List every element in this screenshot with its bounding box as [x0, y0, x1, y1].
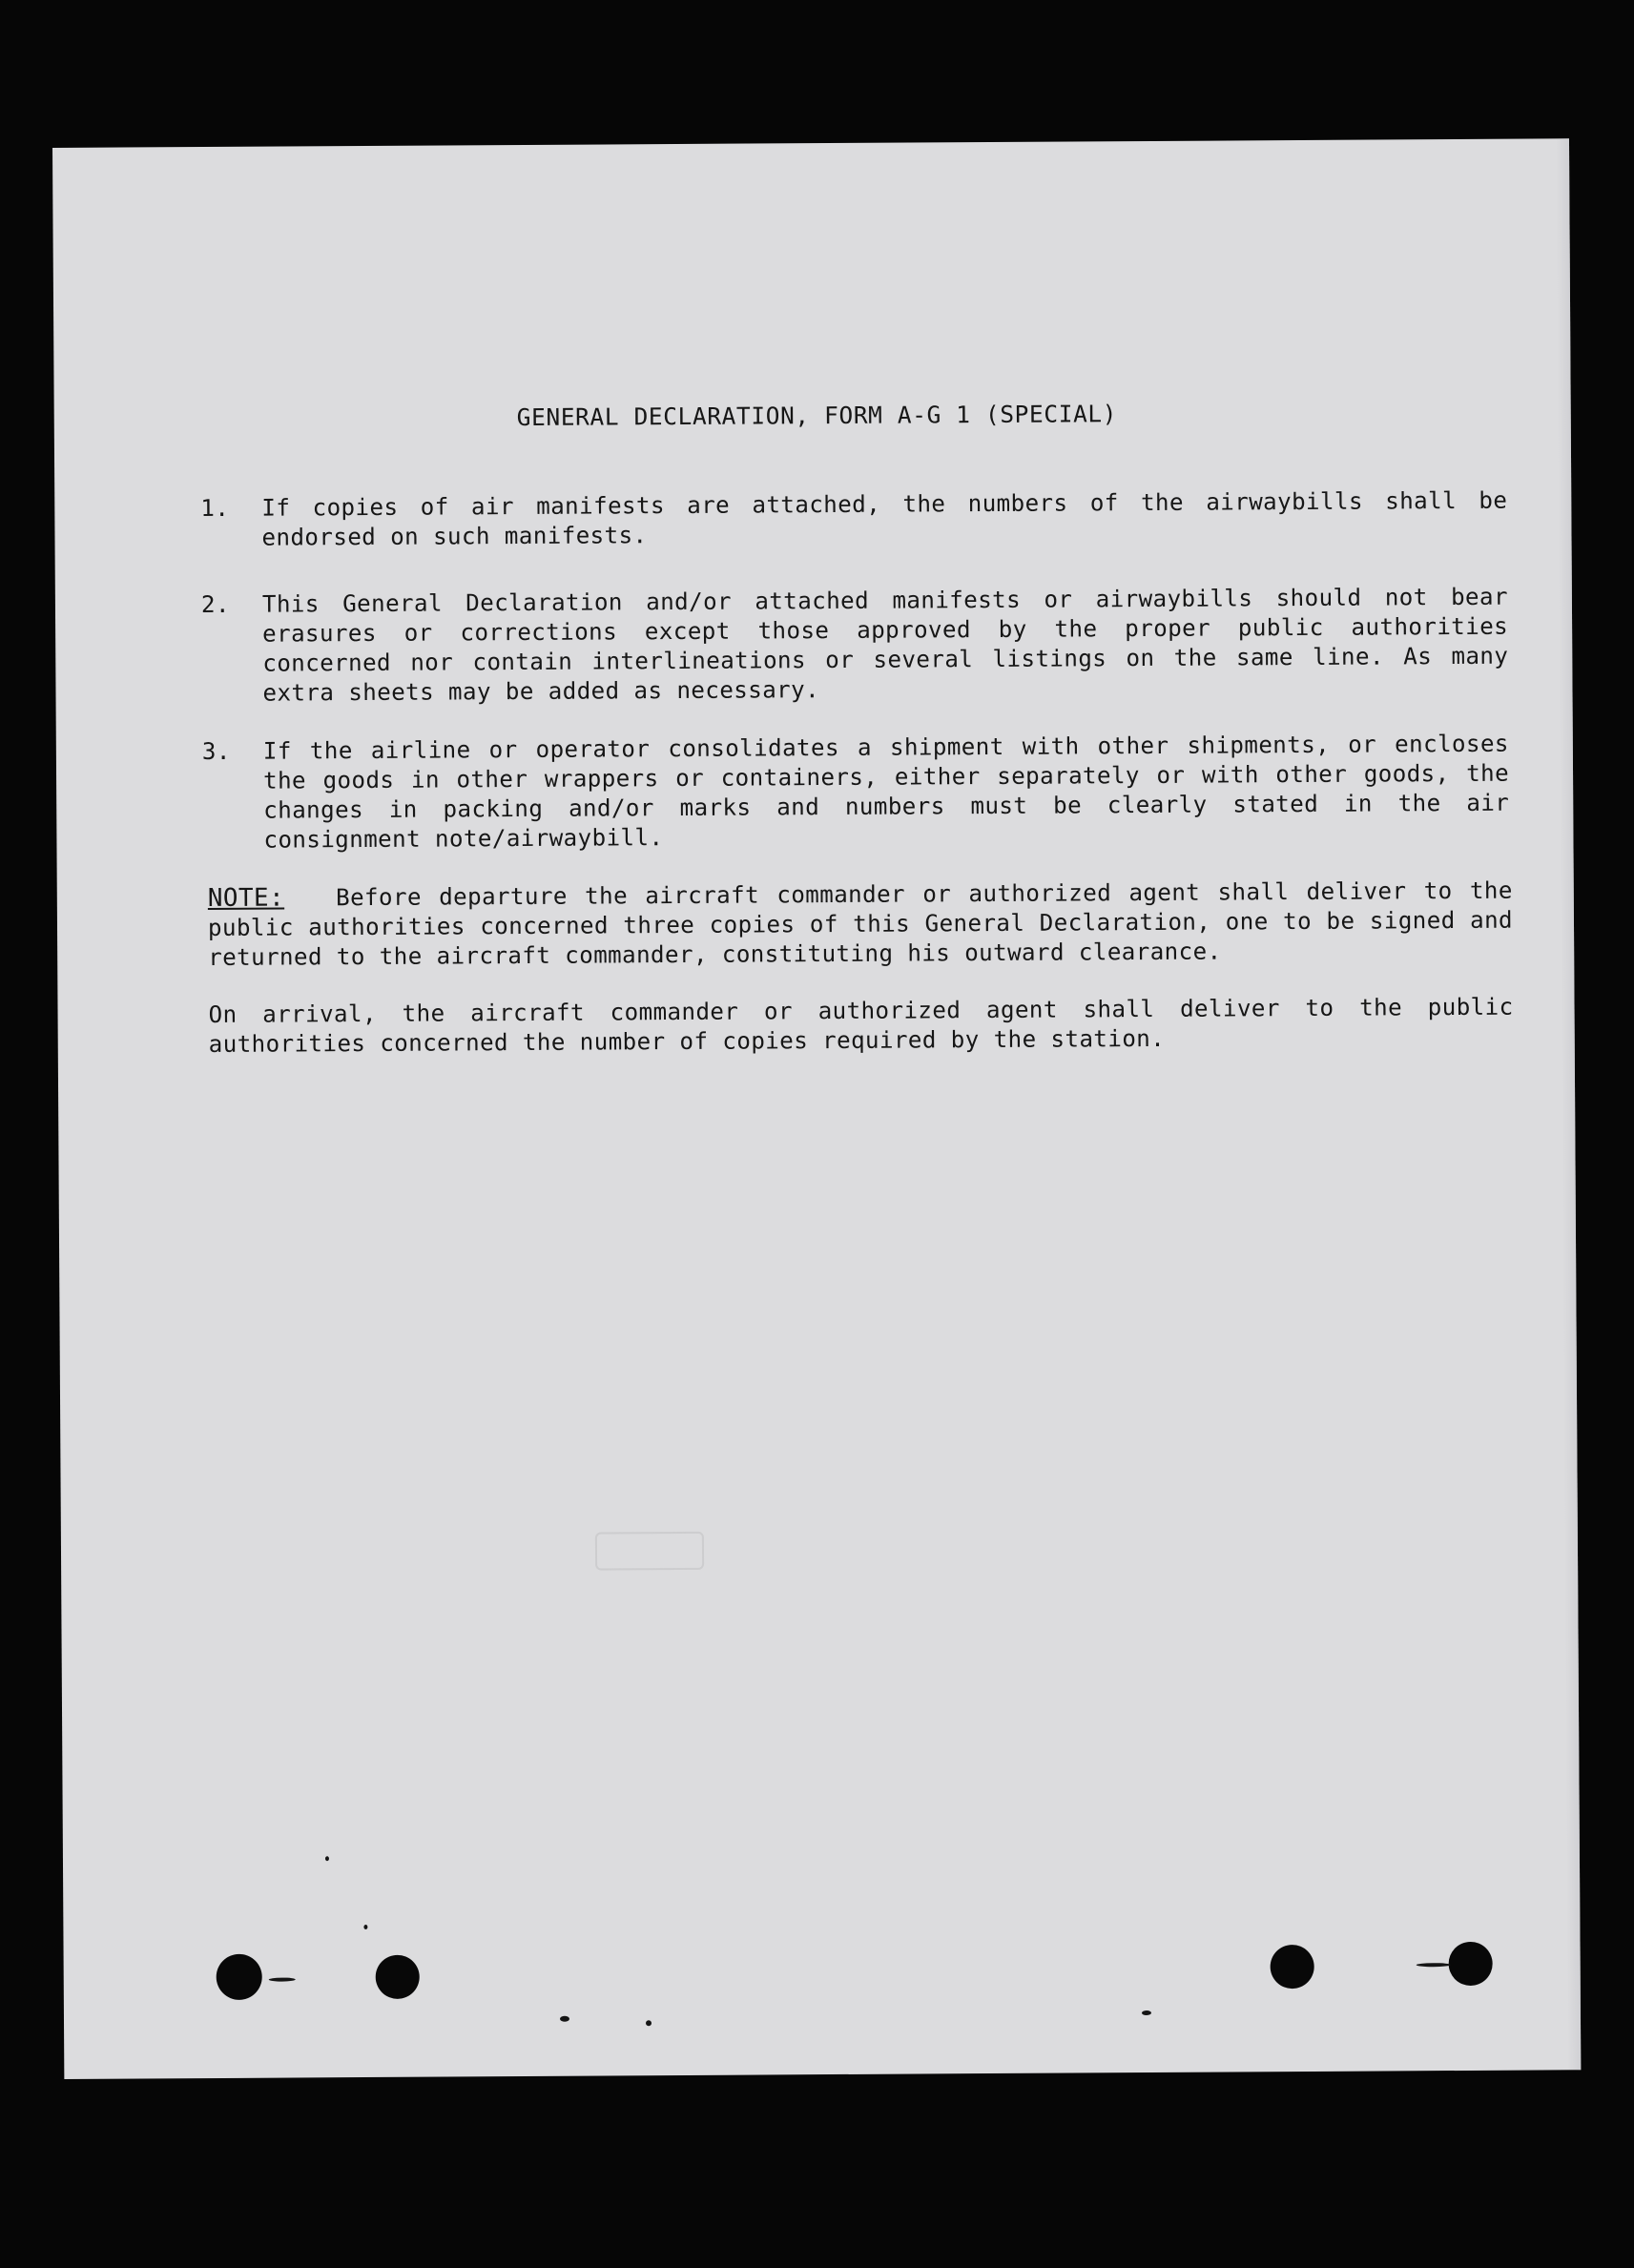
instruction-item-3	[202, 730, 1510, 856]
faint-bleedthrough	[595, 1532, 704, 1571]
dust-speck	[363, 1925, 367, 1929]
item-number: 2.	[200, 590, 230, 619]
punch-hole-right-2	[1449, 1942, 1493, 1986]
note-label: NOTE:	[207, 883, 285, 914]
item-text: If copies of air manifests are attached, the numbers of the airwaybills shall be endorsed on such manifests.	[261, 486, 1508, 551]
document-title: GENERAL DECLARATION, FORM A-G 1 (SPECIAL)	[516, 400, 1118, 432]
dust-speck	[560, 2016, 569, 2022]
document-text	[52, 138, 1581, 2079]
note-paragraph	[208, 876, 1514, 973]
paper-sheet	[52, 138, 1581, 2079]
item-text: If the airline or operator consolidates a shipment with other shipments, or encloses the goods in other wrappers or containers, either separately or with other goods, the changes in packing and/or marks and numbers must be clearly stated in the air consignment note/airwaybill.	[262, 730, 1510, 854]
note-text: Before departure the aircraft commander or authorized agent shall deliver to the public authorities concerned three copies of this General Declaration, one to be signed and returned to the aircraft commander, constituting his outward clearance.	[207, 876, 1514, 972]
arrival-paragraph: On arrival, the aircraft commander or authorized agent shall deliver to the public authorities concerned the number of copies required by the station.	[208, 993, 1514, 1059]
item-number: 1.	[200, 494, 230, 523]
dust-speck	[1142, 2010, 1151, 2015]
punch-hole-right-1	[1271, 1945, 1314, 1989]
item-text: This General Declaration and/or attached manifests or airwaybills should not bear erasures or corrections except those approved by the proper public authorities concerned nor contain interlineations or several listings on the same line. As many extra sheets may be added as necessary.	[261, 583, 1509, 707]
instruction-item-2	[201, 583, 1509, 709]
punch-hole-left-2	[376, 1955, 420, 1999]
dust-speck	[646, 2020, 652, 2026]
instruction-item-1	[200, 486, 1507, 553]
item-number: 3.	[201, 737, 231, 766]
dust-speck	[325, 1856, 329, 1861]
punch-hole-left-1	[217, 1954, 262, 2000]
